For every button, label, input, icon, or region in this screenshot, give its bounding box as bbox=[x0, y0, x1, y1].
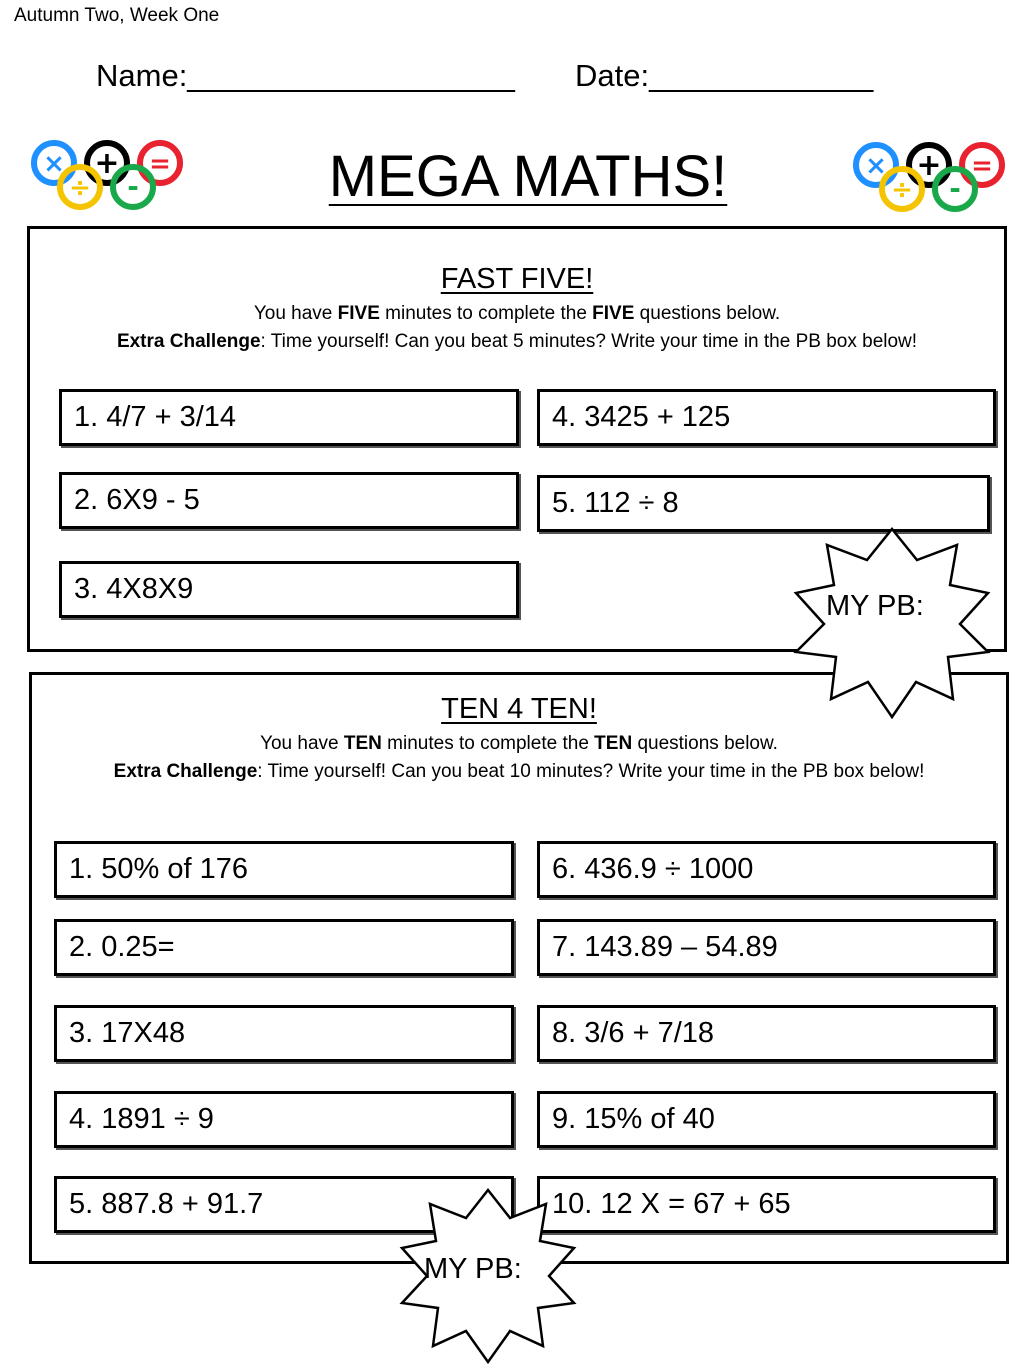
question-box[interactable]: 4. 3425 + 125 bbox=[537, 389, 996, 446]
question-box[interactable]: 2. 6X9 - 5 bbox=[59, 472, 519, 529]
svg-text:÷: ÷ bbox=[69, 173, 91, 203]
name-field[interactable]: Name:___________________ bbox=[96, 58, 515, 93]
svg-text:=: = bbox=[971, 151, 993, 181]
question-box[interactable]: 5. 887.8 + 91.7 bbox=[54, 1176, 514, 1233]
pb-label: MY PB: bbox=[424, 1253, 522, 1285]
fast-five-title: FAST FIVE! bbox=[440, 263, 594, 295]
page-title: MEGA MATHS! bbox=[328, 144, 728, 209]
question-box[interactable]: 8. 3/6 + 7/18 bbox=[537, 1005, 996, 1062]
svg-text:+: + bbox=[94, 146, 120, 181]
svg-text:×: × bbox=[43, 149, 65, 179]
svg-text:-: - bbox=[127, 170, 139, 203]
question-box[interactable]: 1. 4/7 + 3/14 bbox=[59, 389, 519, 446]
svg-text:+: + bbox=[916, 148, 942, 183]
question-box[interactable]: 3. 17X48 bbox=[54, 1005, 514, 1062]
question-box[interactable]: 7. 143.89 – 54.89 bbox=[537, 919, 996, 976]
question-box[interactable]: 3. 4X8X9 bbox=[59, 561, 519, 618]
svg-text:×: × bbox=[865, 151, 887, 181]
question-box[interactable]: 2. 0.25= bbox=[54, 919, 514, 976]
date-field[interactable]: Date:_____________ bbox=[575, 58, 874, 93]
question-box[interactable]: 5. 112 ÷ 8 bbox=[537, 475, 990, 532]
ten-4-ten-title: TEN 4 TEN! bbox=[441, 693, 597, 725]
question-box[interactable]: 6. 436.9 ÷ 1000 bbox=[537, 841, 996, 898]
ten-4-ten-instructions: You have TEN minutes to complete the TEN questions below. bbox=[260, 733, 778, 754]
question-box[interactable]: 10. 12 X = 67 + 65 bbox=[537, 1176, 996, 1233]
fast-five-instructions: You have FIVE minutes to complete the FIVE questions below. bbox=[253, 303, 781, 324]
question-box[interactable]: 1. 50% of 176 bbox=[54, 841, 514, 898]
pb-label: MY PB: bbox=[826, 590, 924, 622]
fast-five-challenge: Extra Challenge: Time yourself! Can you beat 5 minutes? Write your time in the PB box below! bbox=[116, 331, 918, 352]
question-box[interactable]: 9. 15% of 40 bbox=[537, 1091, 996, 1148]
svg-text:=: = bbox=[149, 149, 171, 179]
question-box[interactable]: 4. 1891 ÷ 9 bbox=[54, 1091, 514, 1148]
ten-4-ten-challenge: Extra Challenge: Time yourself! Can you beat 10 minutes? Write your time in the PB box below! bbox=[113, 761, 925, 782]
pb-star-burst bbox=[792, 527, 992, 719]
svg-text:÷: ÷ bbox=[891, 175, 913, 205]
week-label: Autumn Two, Week One bbox=[14, 5, 220, 26]
svg-text:-: - bbox=[949, 172, 961, 205]
